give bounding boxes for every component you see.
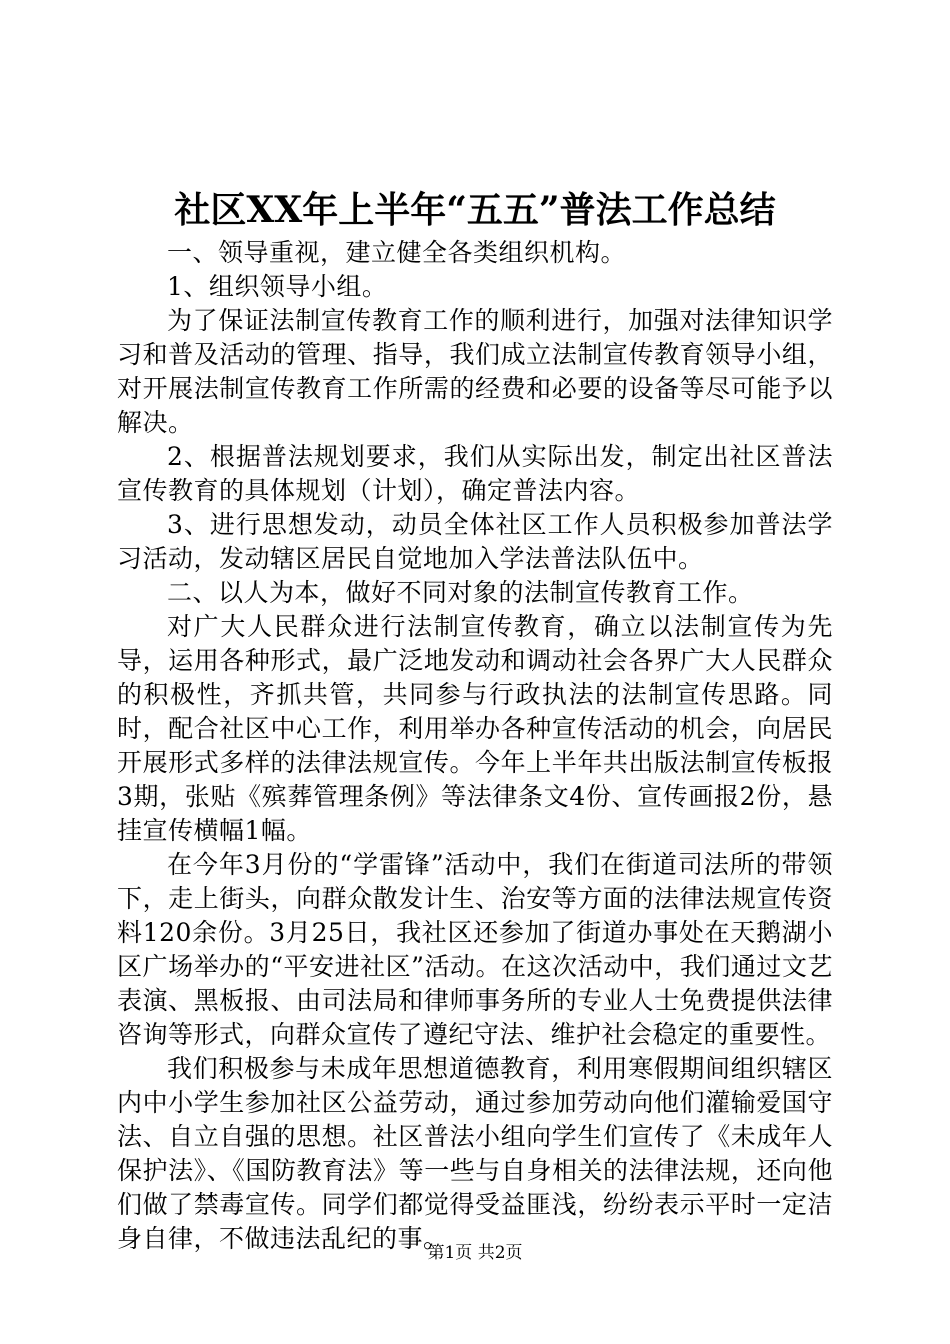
- paragraph: 对广大人民群众进行法制宣传教育，确立以法制宣传为先导，运用各种形式，最广泛地发动和调动社会各界广大人民群众的积极性，齐抓共管，共同参与行政执法的法制宣传思路。同时，配合社区中心工作，利用举办各种宣传活动的机会，向居民开展形式多样的法律法规宣传。今年上半年共出版法制宣传板报3期，张贴《殡葬管理条例》等法律条文4份、宣传画报2份，悬挂宣传横幅1幅。: [117, 612, 833, 845]
- section-heading-2: 二、以人为本，做好不同对象的法制宣传教育工作。: [167, 578, 754, 607]
- subheading-1: 1、组织领导小组。: [167, 272, 388, 301]
- page-number-footer: 第1页 共2页: [427, 1243, 523, 1263]
- document-title: 社区XX年上半年“五五”普法工作总结: [174, 189, 776, 231]
- section-heading-1: 一、领导重视，建立健全各类组织机构。: [167, 238, 627, 267]
- paragraph: 2、根据普法规划要求，我们从实际出发，制定出社区普法宣传教育的具体规划（计划），确定普法内容。: [117, 442, 833, 505]
- paragraph: 3、进行思想发动，动员全体社区工作人员积极参加普法学习活动，发动辖区居民自觉地加入学法普法队伍中。: [117, 510, 833, 573]
- paragraph: 在今年3月份的“学雷锋”活动中，我们在街道司法所的带领下，走上街头，向群众散发计生、治安等方面的法律法规宣传资料120余份。3月25日，我社区还参加了街道办事处在天鹅湖小区广场举办的“平安进社区”活动。在这次活动中，我们通过文艺表演、黑板报、由司法局和律师事务所的专业人士免费提供法律咨询等形式，向群众宣传了遵纪守法、维护社会稳定的重要性。: [117, 850, 833, 1049]
- paragraph: 为了保证法制宣传教育工作的顺利进行，加强对法律知识学习和普及活动的管理、指导，我们成立法制宣传教育领导小组，对开展法制宣传教育工作所需的经费和必要的设备等尽可能予以解决。: [117, 306, 833, 437]
- paragraph: 我们积极参与未成年思想道德教育，利用寒假期间组织辖区内中小学生参加社区公益劳动，通过参加劳动向他们灌输爱国守法、自立自强的思想。社区普法小组向学生们宣传了《未成年人保护法》、《国防教育法》等一些与自身相关的法律法规，还向他们做了禁毒宣传。同学们都觉得受益匪浅，纷纷表示平时一定洁身自律，不做违法乱纪的事。: [117, 1054, 833, 1253]
- document-body: [117, 236, 833, 1256]
